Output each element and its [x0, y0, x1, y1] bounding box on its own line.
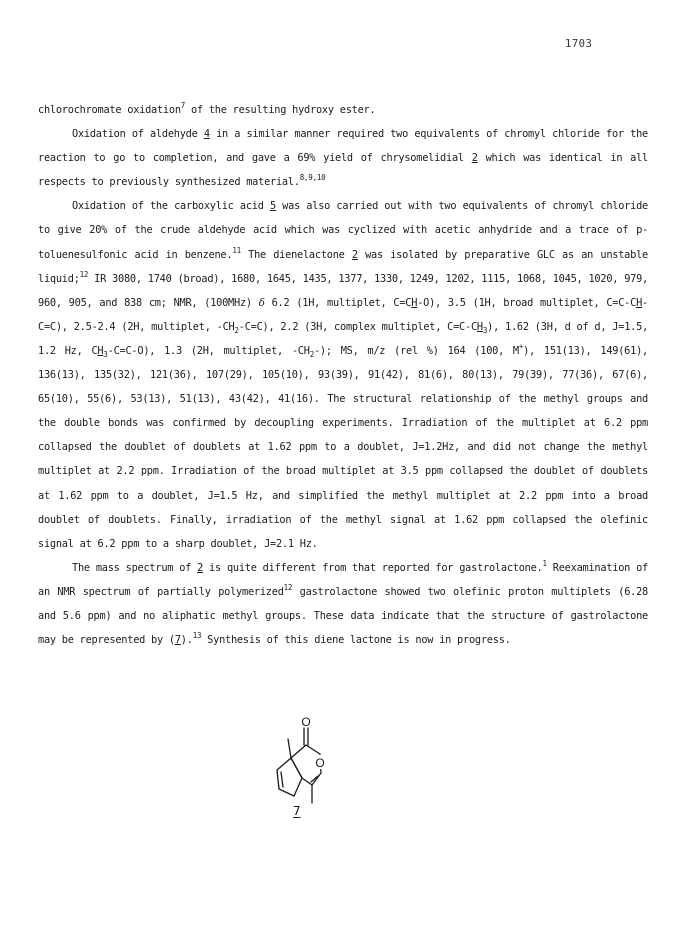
paragraph-3: Oxidation of the carboxylic acid 5 was also carried out with two equivalents of chromyl chloride to give 20% of the crude aldehyde acid which was cyclized with acetic anhydride and a trace of p-toluenesulfonic acid in benzene.$^{11}$ The dienelactone 2 was isolated by preparative GLC as an unstable liquid;$^{12}$ IR 3080, 1740 (broad), 1680, 1645, 1435, 1377, 1330, 1249, 1202, 1115, 1068, 1045, 1020, 979, 960, 905, and 838 cm; NMR, (100MHz) δ 6.2 (1H, multiplet, C=CH-O), 3.5 (1H, broad multiplet, C=C-CH-C=C), 2.5-2.4 (2H, multiplet, $-CH_2-C=C$), 2.2 (3H, complex multiplet, $C=C-CH_3$), 1.62 (3H, d of d, J=1.5, 1.2 Hz, $CH_3-C=C-O$), 1.3 (2H, multiplet, $-CH_2-$); MS, m/z (rel %) 164 (100, M+), 151(13), 149(61), 136(13), 135(32), 121(36), 107(29), 105(10), 93(39), 91(42), 81(6), 80(13), 79(39), 77(36), 67(6), 65(10), 55(6), 53(13), 51(13), 43(42), 41(16). The structural relationship of the methyl groups and the double bonds was confirmed by decoupling experiments. Irradiation of the multiplet at 6.2 ppm collapsed the doublet of doublets at 1.62 ppm to a doublet, J=1.2Hz, and did not change the methyl multiplet at 2.2 ppm. Irradiation of the broad multiplet at 3.5 ppm collapsed the doublet of doublets at 1.62 ppm to a doublet, J=1.5 Hz, and simplified the methyl multiplet at 2.2 ppm into a broad doublet of doublets. Finally, irradiation of the methyl signal at 1.62 ppm collapsed the olefinic signal at 6.2 ppm to a sharp doublet, J=2.1 Hz. [38, 200, 648, 550]
ring-double-bond [281, 772, 283, 787]
paragraph-1: chlorochromate oxidation$^7$ of the resulting hydroxy ester. [38, 101, 376, 116]
ring-oxygen-atom: O [315, 756, 325, 770]
methyl-bond-top [288, 739, 291, 758]
carbonyl-oxygen-atom: O [301, 715, 311, 729]
compound-number-label: 7 [293, 803, 301, 818]
page-number: 1703 [565, 38, 593, 50]
cyclopentene-ring [277, 758, 302, 796]
article-body [38, 98, 648, 652]
paragraph-4: The mass spectrum of 2 is quite different from that reported for gastrolactone.$^1$ Reexamination of an NMR spectrum of partially polymerized$^{12}$ gastrolactone showed two olefinic proton multiplets (6.28 and 5.6 ppm) and no aliphatic methyl groups. These data indicate that the structure of gastrolactone may be represented by (7).$^{13}$ Synthesis of this diene lactone is now in progress. [38, 558, 649, 647]
paragraph-2: Oxidation of aldehyde 4 in a similar manner required two equivalents of chromyl chloride for the reaction to go to completion, and gave a 69% yield of chrysomelidial 2 which was identical in all respects to previously synthesized material.$^{8,9,10}$ [38, 128, 648, 189]
chemical-structure-diagram [262, 712, 342, 832]
